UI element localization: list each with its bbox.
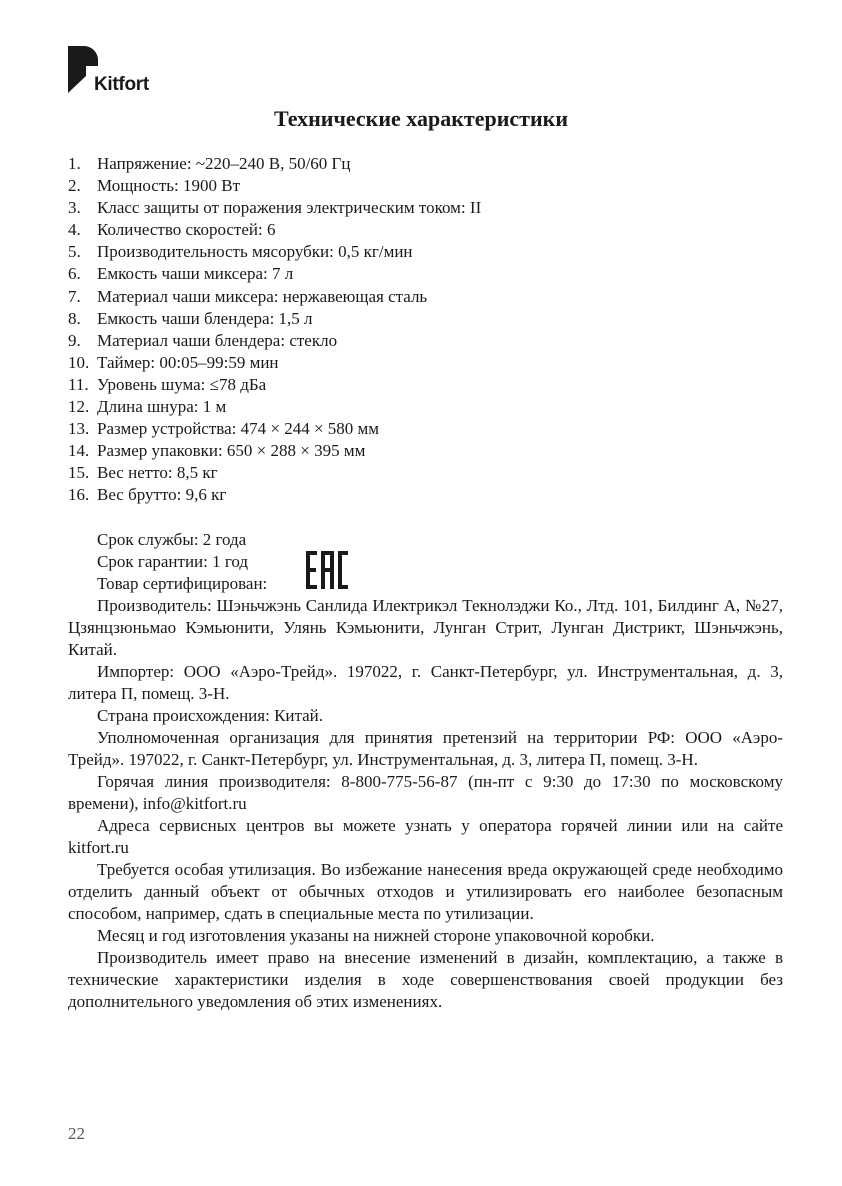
spec-item [68, 374, 788, 396]
spec-number: 2. [68, 176, 81, 196]
spec-item [68, 396, 788, 418]
spec-item [68, 219, 788, 241]
spec-item [68, 175, 788, 197]
spec-text: Класс защиты от поражения электрическим током: II [97, 198, 482, 218]
page-title: Технические характеристики [273, 106, 569, 131]
spec-number: 8. [68, 308, 81, 328]
spec-number: 7. [68, 286, 81, 306]
spec-text: Уровень шума: ≤78 дБа [97, 374, 267, 394]
spec-number: 4. [68, 220, 81, 240]
spec-item [68, 418, 788, 440]
spec-text: Напряжение: ~220–240 В, 50/60 Гц [97, 154, 351, 173]
spec-number: 10. [68, 352, 90, 372]
spec-number: 6. [68, 264, 81, 284]
spec-text: Вес брутто: 9,6 кг [97, 485, 227, 505]
spec-number: 15. [68, 463, 90, 483]
importer: Импортер: ООО «Аэро-Трейд». 197022, г. Санкт-Петербург, ул. Инструментальная, д. 3, литера П, помещ. 3-Н. [68, 662, 783, 703]
service-centers: Адреса сервисных центров вы можете узнать у оператора горячей линии или на сайте kitfort.ru [68, 816, 783, 857]
spec-text: Длина шнура: 1 м [97, 397, 227, 417]
page-number: 22 [68, 1124, 85, 1143]
spec-number: 11. [68, 374, 89, 394]
manufacture-date-note: Месяц и год изготовления указаны на нижней стороне упаковочной коробки. [97, 926, 655, 945]
spec-text: Таймер: 00:05–99:59 мин [97, 352, 279, 372]
spec-text: Мощность: 1900 Вт [97, 176, 241, 196]
spec-item [68, 197, 788, 219]
hotline: Горячая линия производителя: 8-800-775-56-87 (пн-пт с 9:30 до 17:30 по московскому времени), info@kitfort.ru [68, 772, 783, 813]
spec-text: Емкость чаши миксера: 7 л [97, 264, 294, 284]
spec-text: Размер упаковки: 650 × 288 × 395 мм [97, 441, 366, 461]
spec-item [68, 263, 788, 285]
spec-text: Размер устройства: 474 × 244 × 580 мм [97, 419, 380, 439]
brand-name: Kitfort [94, 74, 149, 95]
spec-item [68, 352, 788, 374]
claims-organization: Уполномоченная организация для принятия претензий на территории РФ: ООО «Аэро-Трейд». 197022, г. Санкт-Петербург, ул. Инструментальная, д. 3, литера П, помещ. 3-Н. [68, 728, 783, 769]
disposal-notice: Требуется особая утилизация. Во избежание нанесения вреда окружающей среде необходимо отделить данный объект от обычных отходов и утилизировать его наиболее безопасным способом, например, сдать в специальные места по утилизации. [68, 860, 783, 923]
certified-label: Товар сертифицирован: [97, 574, 268, 593]
spec-number: 12. [68, 397, 90, 417]
specs-list [68, 153, 788, 507]
spec-text: Материал чаши блендера: стекло [97, 330, 338, 350]
spec-number: 14. [68, 441, 90, 461]
changes-notice: Производитель имеет право на внесение изменений в дизайн, комплектацию, а также в технические характеристики изделия в ходе совершенствования своей продукции без дополнительного уведомления об этих изменениях. [68, 948, 783, 1011]
service-life: Срок службы: 2 года [97, 530, 247, 549]
spec-number: 13. [68, 419, 90, 439]
spec-item [68, 241, 788, 263]
spec-item [68, 330, 788, 352]
spec-number: 1. [68, 154, 81, 173]
spec-text: Емкость чаши блендера: 1,5 л [97, 308, 313, 328]
spec-item [68, 484, 788, 506]
warranty: Срок гарантии: 1 год [97, 552, 249, 571]
spec-number: 16. [68, 485, 90, 505]
info-section [68, 529, 783, 1013]
spec-item [68, 440, 788, 462]
spec-item [68, 286, 788, 308]
spec-text: Материал чаши миксера: нержавеющая сталь [97, 286, 428, 306]
spec-text: Производительность мясорубки: 0,5 кг/мин [97, 242, 413, 262]
eac-mark-icon [306, 551, 348, 589]
country-of-origin: Страна происхождения: Китай. [97, 706, 324, 725]
spec-number: 3. [68, 198, 81, 218]
spec-text: Количество скоростей: 6 [97, 220, 276, 240]
manufacturer: Производитель: Шэньчжэнь Санлида Илектрикэл Текнолэджи Ко., Лтд. 101, Билдинг А, №27, Цзянцзюньмао Кэмьюнити, Улянь Кэмьюнити, Лунган Стрит, Лунган Дистрикт, Шэньчжэнь, Китай. [68, 596, 783, 659]
spec-item [68, 462, 788, 484]
spec-item [68, 308, 788, 330]
spec-text: Вес нетто: 8,5 кг [97, 463, 218, 483]
spec-item [68, 153, 788, 175]
spec-number: 5. [68, 242, 81, 262]
spec-number: 9. [68, 330, 81, 350]
